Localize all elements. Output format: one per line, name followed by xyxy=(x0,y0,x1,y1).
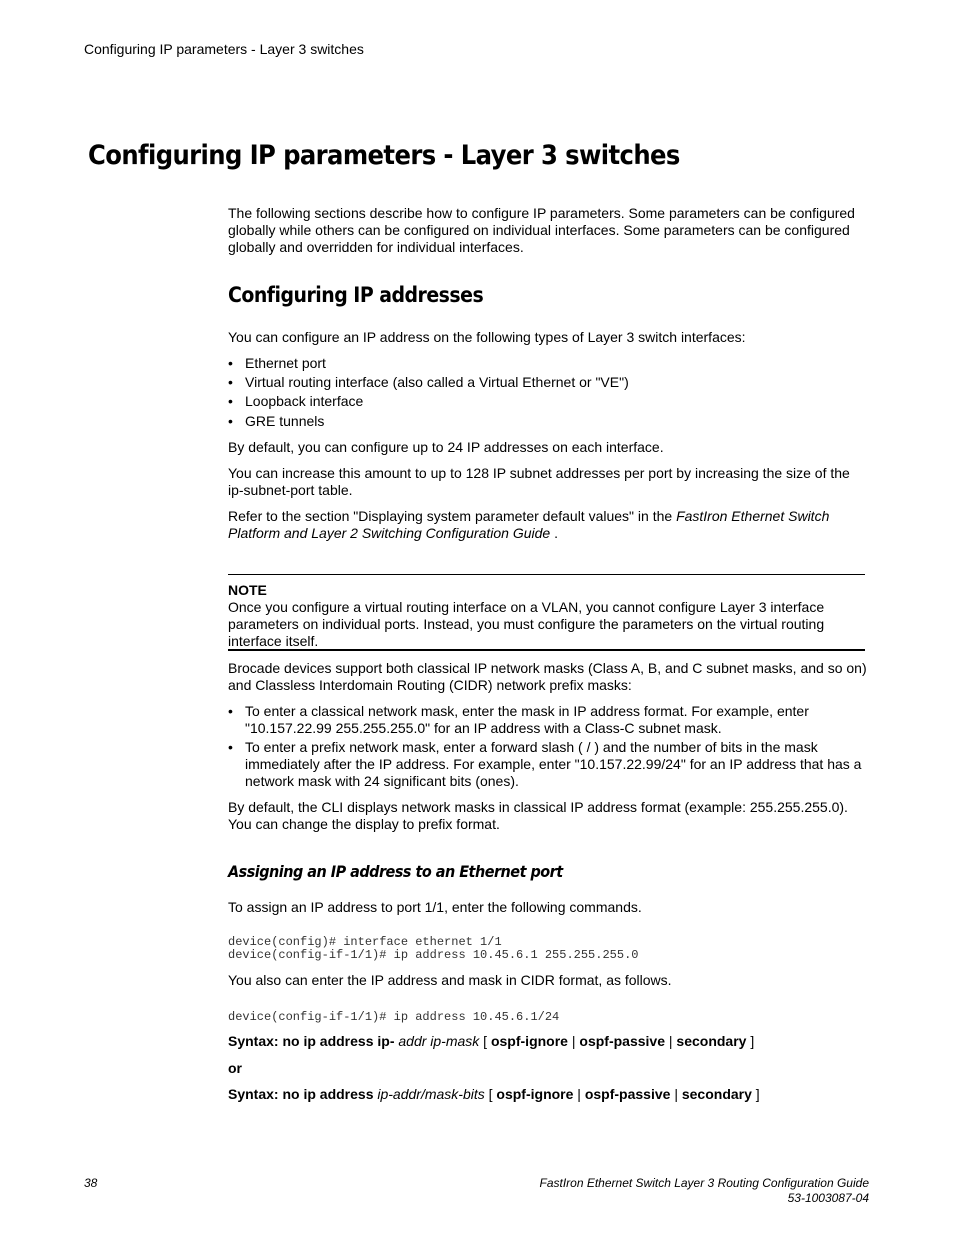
syntax-command: Syntax: no ip address xyxy=(228,1086,374,1102)
refer-prefix: Refer to the section "Displaying system parameter default values" in the xyxy=(228,508,677,524)
refer-paragraph xyxy=(228,508,868,542)
syntax-separator: | xyxy=(664,1033,677,1049)
subsection-lead: To assign an IP address to port 1/1, enter the following commands. xyxy=(228,899,642,915)
page-number: 38 xyxy=(84,1176,98,1190)
syntax-args: ip-addr/mask-bits xyxy=(373,1086,485,1102)
list-item: • To enter a classical network mask, enter the mask in IP address format. For example, enter "10.157.22.99 255.255.255.0" for an IP address with a Class-C subnet mask. xyxy=(228,703,868,737)
syntax-option: ospf-passive xyxy=(579,1033,665,1049)
note-text: Once you configure a virtual routing interface on a VLAN, you cannot configure Layer 3 interface parameters on individual ports. Instead, you must configure the parameters on the virtual routing interface itself. xyxy=(228,599,825,649)
refer-guide-title: FastIron Ethernet Switch Platform and Layer 2 Switching Configuration Guide xyxy=(228,508,830,541)
list-item: • GRE tunnels xyxy=(228,413,868,430)
page-title: Configuring IP parameters - Layer 3 switches xyxy=(88,140,680,171)
section-lead: You can configure an IP address on the following types of Layer 3 switch interfaces: xyxy=(228,329,746,345)
footer-guide xyxy=(539,1176,869,1206)
code-block: device(config-if-1/1)# ip address 10.45.6.1/24 xyxy=(228,1010,560,1024)
list-item: • Ethernet port xyxy=(228,355,868,372)
syntax-separator: | xyxy=(670,1086,682,1102)
note-bottom-rule xyxy=(228,649,865,651)
refer-suffix: . xyxy=(550,525,558,541)
syntax-option: secondary xyxy=(676,1033,747,1049)
note-label: NOTE xyxy=(228,582,267,598)
intro-paragraph: The following sections describe how to configure IP parameters. Some parameters can be configured globally while others can be configured on individual interfaces. Some parameters can be configured globally and overridden for individual interfaces. xyxy=(228,205,855,255)
masks-display-paragraph: By default, the CLI displays network masks in classical IP address format (example: 255.255.255.0). You can change the display to prefix format. xyxy=(228,799,848,832)
list-item: • Loopback interface xyxy=(228,393,868,410)
syntax-separator: | xyxy=(573,1086,585,1102)
footer-guide-title: FastIron Ethernet Switch Layer 3 Routing Configuration Guide xyxy=(539,1176,869,1190)
syntax-option: ospf-passive xyxy=(584,1086,671,1102)
syntax-or: or xyxy=(228,1060,242,1076)
masks-intro: Brocade devices support both classical IP network masks (Class A, B, and C subnet masks, and so on) and Classless Interdomain Routing (CIDR) network prefix masks: xyxy=(228,660,867,693)
syntax-option: secondary xyxy=(681,1086,752,1102)
default-paragraph: By default, you can configure up to 24 IP addresses on each interface. xyxy=(228,439,664,455)
cidr-lead: You also can enter the IP address and mask in CIDR format, as follows. xyxy=(228,972,672,988)
list-item: • To enter a prefix network mask, enter a forward slash ( / ) and the number of bits in the mask immediately after the IP address. For example, enter "10.157.22.99/24" for an IP address that has a network mask with 24 significant bits (ones). xyxy=(228,739,868,790)
syntax-command: Syntax: no ip address ip- xyxy=(228,1033,395,1049)
syntax-bracket: [ xyxy=(484,1086,497,1102)
footer-doc-number: 53-1003087-04 xyxy=(787,1191,869,1205)
increase-paragraph: You can increase this amount to up to 128 IP subnet addresses per port by increasing the size of the ip-subnet-port table. xyxy=(228,465,850,498)
subsection-heading: Assigning an IP address to an Ethernet port xyxy=(228,862,563,881)
note-top-rule xyxy=(228,574,865,575)
section-heading: Configuring IP addresses xyxy=(228,283,484,307)
running-header: Configuring IP parameters - Layer 3 switches xyxy=(84,41,364,57)
syntax-bracket: ] xyxy=(751,1086,760,1102)
code-block: device(config)# interface ethernet 1/1 device(config-if-1/1)# ip address 10.45.6.1 255.255.255.0 xyxy=(228,935,639,962)
syntax-args: addr ip-mask xyxy=(394,1033,480,1049)
syntax-bracket: [ xyxy=(479,1033,491,1049)
syntax-option: ospf-ignore xyxy=(496,1086,574,1102)
syntax-bracket: ] xyxy=(746,1033,755,1049)
syntax-line-2 xyxy=(228,1086,868,1103)
syntax-option: ospf-ignore xyxy=(490,1033,568,1049)
syntax-line-1 xyxy=(228,1033,868,1050)
list-item: • Virtual routing interface (also called a Virtual Ethernet or "VE") xyxy=(228,374,868,391)
syntax-separator: | xyxy=(567,1033,580,1049)
